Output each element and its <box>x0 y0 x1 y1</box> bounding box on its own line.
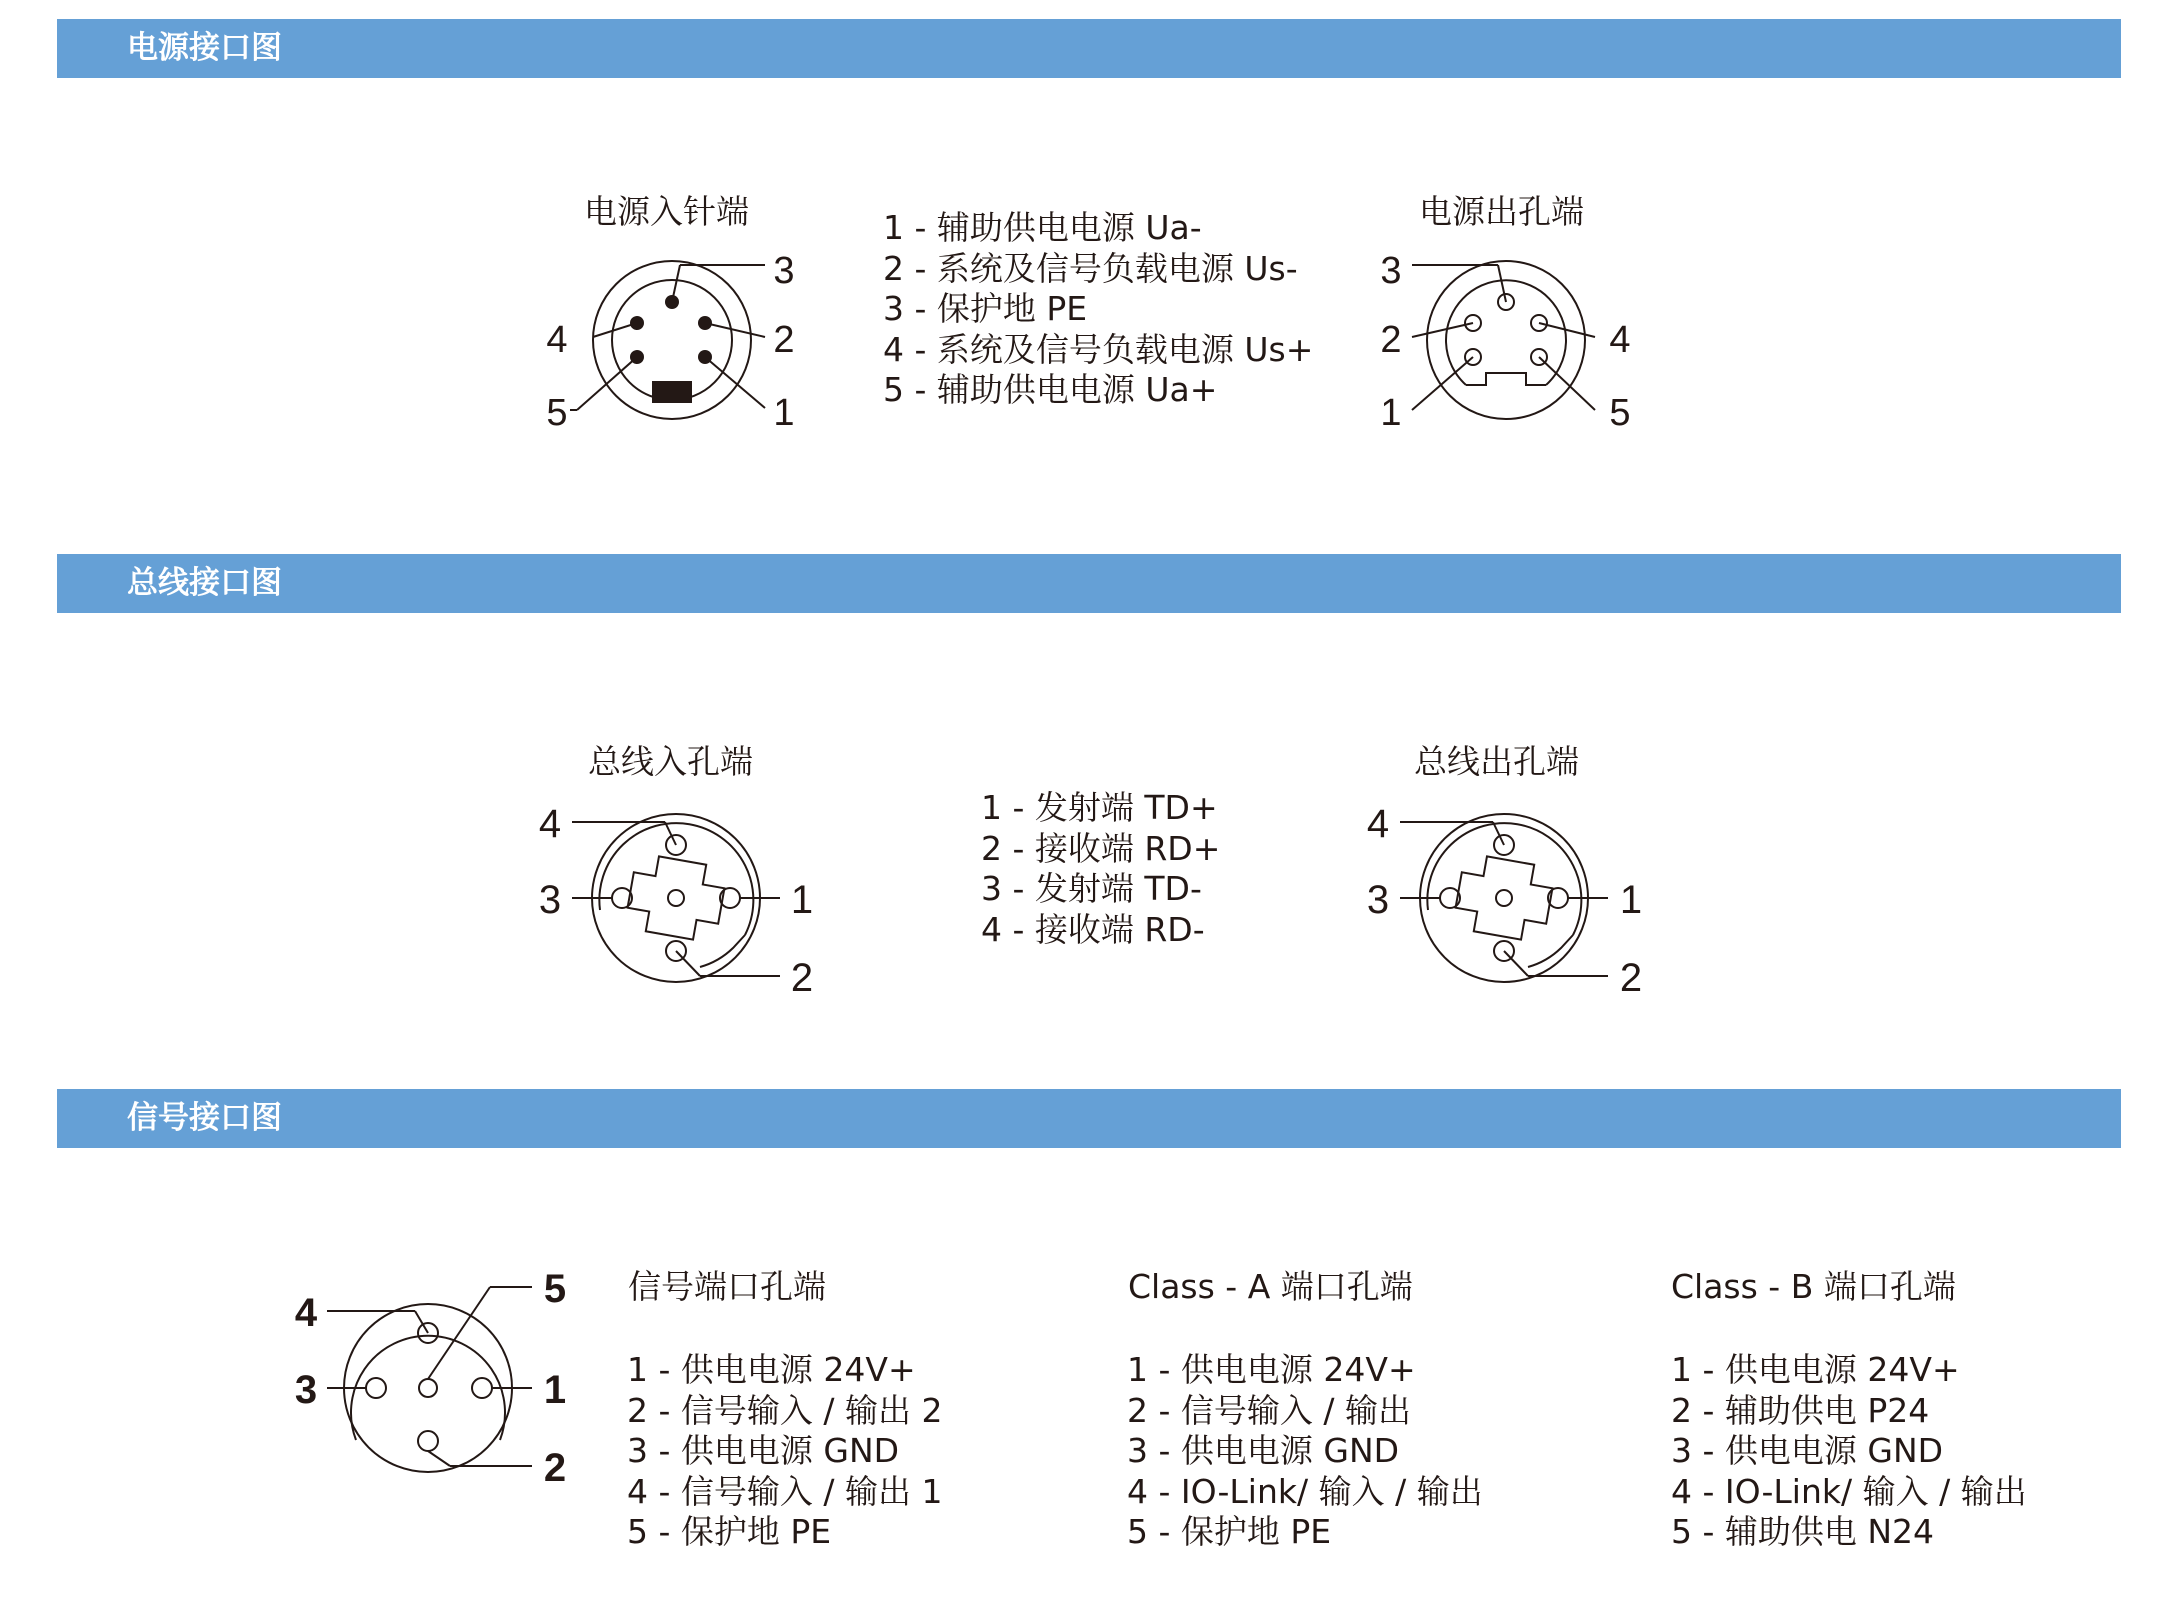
list-item: 1 - 供电电源 24V+ <box>1127 1350 1416 1389</box>
power-male-connector-icon <box>530 240 830 440</box>
section-header-power <box>57 19 2121 78</box>
signal-pin-list <box>627 1350 942 1553</box>
signal-pin-2-number: 2 <box>543 1446 567 1490</box>
bus-out-pin-2-number: 2 <box>1619 956 1643 1000</box>
bus-out-connector-icon <box>1355 790 1655 1010</box>
list-item: 3 - 供电电源 GND <box>1671 1431 1944 1470</box>
signal-connector-icon <box>280 1250 580 1500</box>
class-b-pin-list <box>1671 1350 2027 1553</box>
list-item: 1 - 辅助供电电源 Ua- <box>883 208 1202 247</box>
power-male-pin-3-number: 3 <box>773 250 795 292</box>
power-female-pin-1-number: 1 <box>1380 392 1402 434</box>
list-item: 2 - 系统及信号负载电源 Us- <box>883 248 1298 288</box>
bus-out-pin-3-number: 3 <box>1366 878 1390 922</box>
power-male-pin-2-number: 2 <box>773 319 795 361</box>
section-title-signal: 信号接口图 <box>127 1100 282 1136</box>
list-item: 3 - 供电电源 GND <box>1127 1431 1400 1470</box>
section-title-bus: 总线接口图 <box>127 565 282 601</box>
signal-pin-1-number: 1 <box>543 1368 567 1412</box>
bus-out-pin-1-number: 1 <box>1619 878 1643 922</box>
list-item: 2 - 辅助供电 P24 <box>1671 1390 1930 1430</box>
list-item: 1 - 供电电源 24V+ <box>1671 1350 1960 1389</box>
list-item: 4 - 信号输入 / 输出 1 <box>627 1471 943 1511</box>
power-male-pin-4-number: 4 <box>546 319 568 361</box>
list-item: 5 - 保护地 PE <box>627 1512 832 1551</box>
bus-in-pin-4-number: 4 <box>538 802 562 846</box>
list-item: 1 - 供电电源 24V+ <box>627 1350 916 1389</box>
list-item: 3 - 保护地 PE <box>883 289 1088 328</box>
power-male-pin-1-number: 1 <box>773 392 795 434</box>
power-female-label: 电源出孔端 <box>1419 192 1584 231</box>
signal-pin-4-number: 4 <box>294 1291 318 1335</box>
bus-in-pin-1-number: 1 <box>790 878 814 922</box>
class-a-label: Class - A 端口孔端 <box>1128 1267 1413 1306</box>
class-b-label: Class - B 端口孔端 <box>1671 1267 1956 1306</box>
list-item: 5 - 辅助供电 N24 <box>1671 1512 1935 1551</box>
signal-port-label: 信号端口孔端 <box>628 1267 826 1306</box>
bus-in-pin-3-number: 3 <box>538 878 562 922</box>
list-item: 2 - 信号输入 / 输出 2 <box>627 1390 943 1430</box>
power-female-connector-icon <box>1360 240 1660 440</box>
section-header-signal <box>57 1089 2121 1148</box>
power-female-pin-3-number: 3 <box>1380 250 1402 292</box>
power-female-pin-2-number: 2 <box>1380 319 1402 361</box>
bus-in-pin-2-number: 2 <box>790 956 814 1000</box>
list-item: 2 - 信号输入 / 输出 <box>1127 1390 1411 1430</box>
section-header-bus <box>57 554 2121 613</box>
list-item: 4 - 系统及信号负载电源 Us+ <box>883 329 1314 369</box>
bus-in-connector-icon <box>525 790 825 1010</box>
signal-pin-3-number: 3 <box>294 1368 318 1412</box>
bus-pin-list <box>981 788 1220 950</box>
bus-out-pin-4-number: 4 <box>1366 802 1390 846</box>
power-female-pin-5-number: 5 <box>1609 392 1631 434</box>
list-item: 5 - 辅助供电电源 Ua+ <box>883 370 1218 409</box>
power-male-label: 电源入针端 <box>584 192 749 231</box>
list-item: 4 - IO-Link/ 输入 / 输出 <box>1671 1471 2027 1511</box>
list-item: 4 - IO-Link/ 输入 / 输出 <box>1127 1471 1483 1511</box>
class-a-pin-list <box>1127 1350 1483 1553</box>
list-item: 4 - 接收端 RD- <box>981 909 1205 949</box>
list-item: 5 - 保护地 PE <box>1127 1512 1332 1551</box>
list-item: 2 - 接收端 RD+ <box>981 828 1221 868</box>
list-item: 3 - 供电电源 GND <box>627 1431 900 1470</box>
signal-pin-5-number: 5 <box>543 1267 567 1311</box>
section-title-power: 电源接口图 <box>127 30 282 66</box>
power-pin-list <box>883 208 1313 411</box>
list-item: 1 - 发射端 TD+ <box>981 788 1218 827</box>
power-female-pin-4-number: 4 <box>1609 319 1631 361</box>
list-item: 3 - 发射端 TD- <box>981 869 1202 908</box>
bus-in-label: 总线入孔端 <box>588 742 753 781</box>
bus-out-label: 总线出孔端 <box>1414 742 1579 781</box>
power-male-pin-5-number: 5 <box>546 392 568 434</box>
